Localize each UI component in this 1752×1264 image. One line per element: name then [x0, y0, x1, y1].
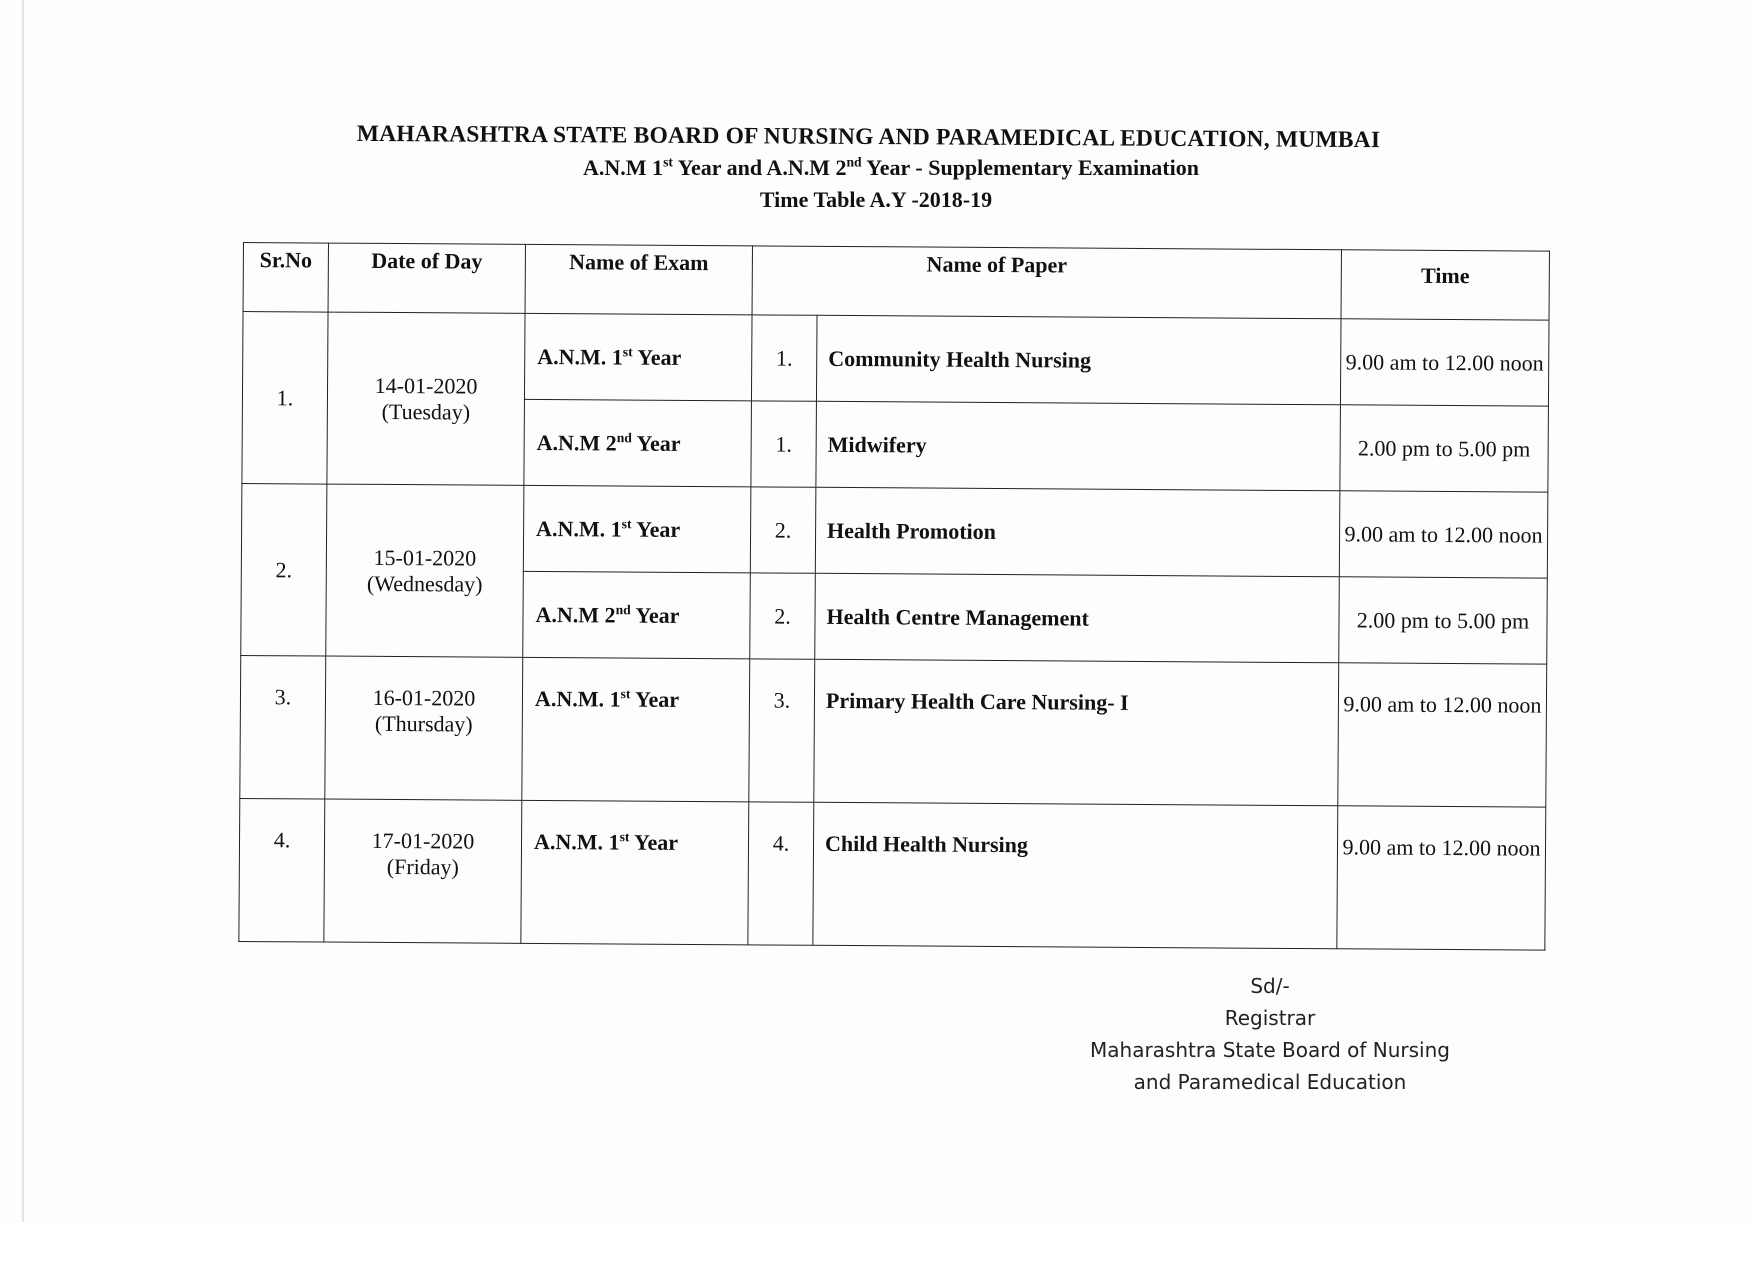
paper-name-cell: Midwifery — [816, 401, 1341, 490]
sr-cell: 3. — [240, 655, 326, 799]
paper-name-cell: Child Health Nursing — [813, 802, 1338, 948]
table-row — [242, 312, 1549, 407]
exam-weekday: (Tuesday) — [381, 398, 471, 425]
paper-number-cell: 2. — [750, 573, 816, 659]
signature-block — [1040, 970, 1500, 1098]
sr-cell: 2. — [241, 483, 327, 656]
exam-name-cell: A.N.M. 1st Year — [522, 657, 750, 802]
document-header — [0, 120, 1752, 213]
paper-number-cell: 1. — [751, 401, 817, 487]
date-cell — [326, 484, 524, 657]
exam-subtitle: A.N.M 1st Year and A.N.M 2nd Year - Supplementary Examination — [583, 154, 1199, 180]
col-header-paper: Name of Paper — [752, 246, 1341, 319]
time-cell: 9.00 am to 12.00 noon — [1339, 491, 1548, 578]
sr-cell: 1. — [242, 312, 328, 485]
paper-number-cell: 1. — [751, 315, 817, 401]
exam-name-cell: A.N.M 2nd Year — [524, 399, 752, 487]
paper-name-cell: Health Promotion — [815, 487, 1340, 576]
time-cell: 9.00 am to 12.00 noon — [1338, 663, 1547, 807]
paper-name-cell: Health Centre Management — [815, 573, 1340, 662]
exam-date: 17-01-2020 — [371, 827, 475, 854]
table-row — [241, 483, 1548, 578]
paper-number-cell: 4. — [748, 802, 814, 945]
table-row — [240, 655, 1547, 807]
time-cell: 9.00 am to 12.00 noon — [1340, 319, 1549, 406]
signatory-org-line1: Maharashtra State Board of Nursing — [1090, 1038, 1450, 1062]
time-cell: 2.00 pm to 5.00 pm — [1339, 577, 1548, 664]
scan-bottom-margin — [0, 1222, 1752, 1264]
col-header-sr: Sr.No — [243, 243, 328, 313]
signed-mark: Sd/- — [1250, 974, 1290, 998]
time-cell: 9.00 am to 12.00 noon — [1337, 806, 1546, 950]
signatory-org-line2: and Paramedical Education — [1133, 1070, 1407, 1094]
exam-weekday: (Friday) — [386, 853, 459, 880]
timetable-title: Time Table A.Y -2018-19 — [759, 187, 993, 212]
col-header-date: Date of Day — [328, 243, 525, 313]
timetable-table — [238, 242, 1550, 951]
exam-date: 16-01-2020 — [372, 684, 476, 711]
exam-date: 15-01-2020 — [373, 544, 477, 571]
exam-name-cell: A.N.M. 1st Year — [524, 313, 752, 401]
date-cell — [327, 312, 525, 485]
exam-weekday: (Thursday) — [374, 710, 473, 737]
exam-date: 14-01-2020 — [374, 372, 478, 399]
exam-name-cell: A.N.M. 1st Year — [523, 485, 751, 573]
signatory-role: Registrar — [1224, 1006, 1316, 1030]
date-cell — [324, 799, 522, 943]
time-cell: 2.00 pm to 5.00 pm — [1340, 405, 1549, 492]
table-header-row — [243, 243, 1549, 321]
paper-number-cell: 3. — [749, 659, 815, 802]
exam-name-cell: A.N.M. 1st Year — [521, 800, 749, 945]
paper-name-cell: Primary Health Care Nursing- I — [814, 659, 1339, 805]
exam-name-cell: A.N.M 2nd Year — [523, 571, 751, 659]
table-row — [239, 798, 1546, 950]
exam-weekday: (Wednesday) — [366, 570, 483, 597]
date-cell — [325, 656, 523, 800]
sr-cell: 4. — [239, 798, 325, 942]
paper-name-cell: Community Health Nursing — [816, 315, 1341, 404]
paper-number-cell: 2. — [750, 487, 816, 573]
col-header-exam: Name of Exam — [525, 244, 752, 315]
board-title: MAHARASHTRA STATE BOARD OF NURSING AND PARAMEDICAL EDUCATION, MUMBAI — [356, 120, 1381, 154]
col-header-time: Time — [1341, 250, 1549, 320]
